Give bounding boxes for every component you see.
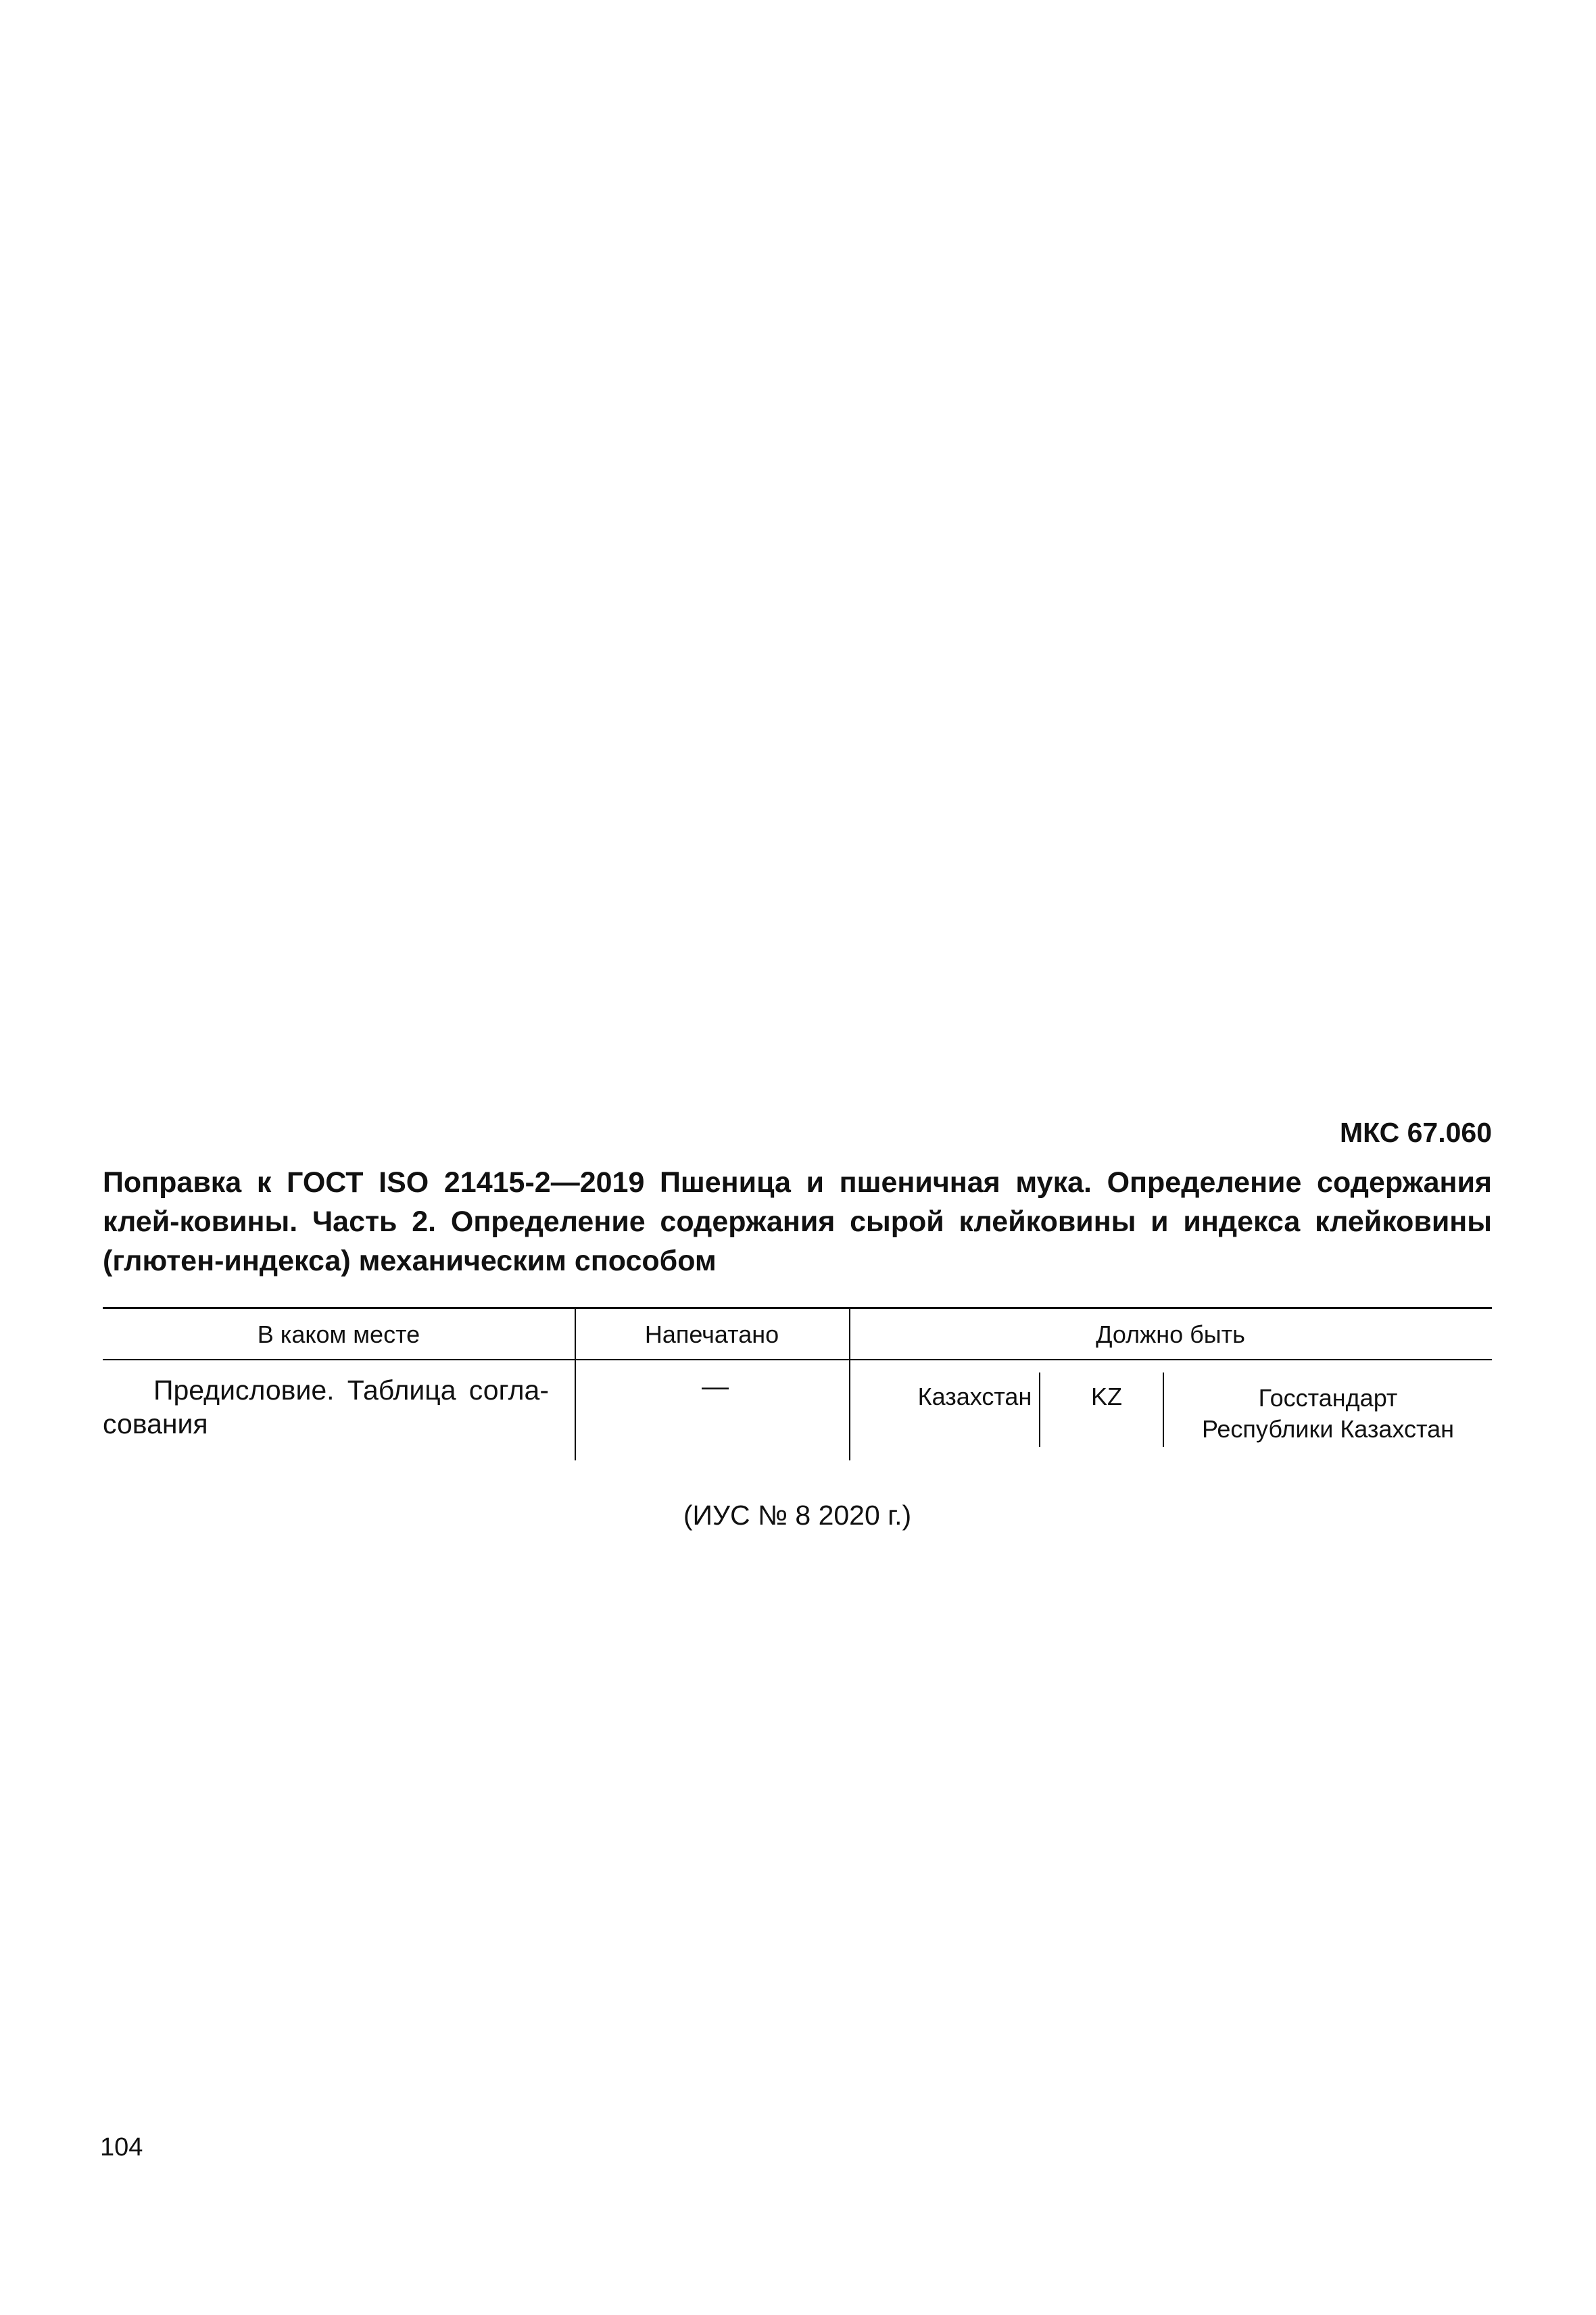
table-top-rule <box>103 1307 1492 1309</box>
should-be-country: Казахстан <box>917 1383 1032 1410</box>
row-place-cell: Предисловие. Таблица согла-сования <box>103 1375 549 1439</box>
table-header-rule <box>103 1359 1492 1360</box>
document-title: Поправка к ГОСТ ISO 21415-2—2019 Пшеница и пшеничная мука. Определение содержания клей-ковины. Часть 2. Определение содержания сырой клейковины и индекса клейковины (глютен-индекса) механическим способом <box>103 1166 1492 1277</box>
row-printed-cell: — <box>702 1372 729 1402</box>
should-be-body-line-2: Республики Казахстан <box>1201 1415 1455 1443</box>
should-be-body <box>1164 1383 1492 1445</box>
column-header-place: В каком месте <box>257 1320 420 1348</box>
page-number: 104 <box>100 2133 143 2162</box>
mks-code: МКС 67.060 <box>1339 1117 1492 1148</box>
should-be-body-line-1: Госстандарт <box>1258 1384 1398 1412</box>
source-reference: (ИУС № 8 2020 г.) <box>683 1500 912 1531</box>
column-header-printed: Напечатано <box>644 1320 779 1348</box>
should-be-code: KZ <box>1090 1383 1122 1410</box>
column-header-should-be: Должно быть <box>1096 1320 1245 1348</box>
